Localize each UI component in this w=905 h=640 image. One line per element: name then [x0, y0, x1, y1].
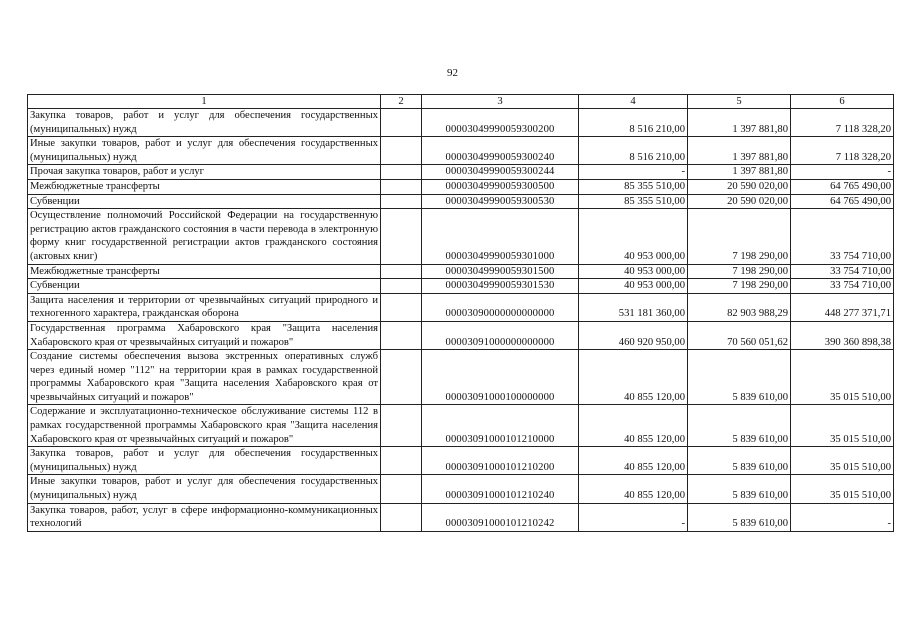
row-remainder-cell: 35 015 510,00 — [791, 350, 894, 405]
row-executed-cell: 20 590 020,00 — [688, 179, 791, 194]
row-remainder-cell: - — [791, 165, 894, 180]
row-approved-cell: 40 855 120,00 — [579, 475, 688, 503]
row-col2-cell — [381, 475, 422, 503]
table-row — [28, 209, 894, 264]
row-col2-cell — [381, 350, 422, 405]
row-code-cell: 00003049990059301000 — [422, 209, 579, 264]
row-approved-cell: 40 953 000,00 — [579, 264, 688, 279]
row-name-cell: Межбюджетные трансферты — [28, 179, 381, 194]
row-code-cell: 00003049990059300500 — [422, 179, 579, 194]
row-col2-cell — [381, 209, 422, 264]
column-header: 2 — [381, 95, 422, 109]
row-executed-cell: 5 839 610,00 — [688, 503, 791, 531]
row-name-cell: Закупка товаров, работ и услуг для обеспечения государственных (муниципальных) нужд — [28, 447, 381, 475]
row-approved-cell: 40 855 120,00 — [579, 447, 688, 475]
row-code-cell: 00003049990059301530 — [422, 279, 579, 294]
table-body — [28, 109, 894, 532]
row-name-cell: Прочая закупка товаров, работ и услуг — [28, 165, 381, 180]
row-approved-cell: - — [579, 503, 688, 531]
column-header: 5 — [688, 95, 791, 109]
row-code-cell: 00003091000101210242 — [422, 503, 579, 531]
table-row — [28, 475, 894, 503]
row-name-cell: Субвенции — [28, 279, 381, 294]
column-header: 1 — [28, 95, 381, 109]
row-executed-cell: 70 560 051,62 — [688, 321, 791, 349]
row-remainder-cell: 33 754 710,00 — [791, 264, 894, 279]
row-col2-cell — [381, 293, 422, 321]
row-approved-cell: 40 953 000,00 — [579, 279, 688, 294]
page-number: 92 — [447, 67, 458, 79]
row-executed-cell: 7 198 290,00 — [688, 209, 791, 264]
table-row — [28, 447, 894, 475]
table-row — [28, 165, 894, 180]
table-row — [28, 109, 894, 137]
row-approved-cell: 8 516 210,00 — [579, 137, 688, 165]
row-remainder-cell: 448 277 371,71 — [791, 293, 894, 321]
row-remainder-cell: 390 360 898,38 — [791, 321, 894, 349]
row-approved-cell: 40 855 120,00 — [579, 405, 688, 447]
row-code-cell: 00003090000000000000 — [422, 293, 579, 321]
row-name-cell: Субвенции — [28, 194, 381, 209]
table-row — [28, 405, 894, 447]
row-executed-cell: 1 397 881,80 — [688, 109, 791, 137]
table-row — [28, 279, 894, 294]
row-code-cell: 00003049990059300240 — [422, 137, 579, 165]
budget-table — [27, 94, 894, 532]
row-remainder-cell: 64 765 490,00 — [791, 194, 894, 209]
row-executed-cell: 5 839 610,00 — [688, 447, 791, 475]
row-col2-cell — [381, 405, 422, 447]
row-executed-cell: 7 198 290,00 — [688, 279, 791, 294]
row-code-cell: 00003091000000000000 — [422, 321, 579, 349]
row-executed-cell: 20 590 020,00 — [688, 194, 791, 209]
row-approved-cell: 85 355 510,00 — [579, 194, 688, 209]
row-col2-cell — [381, 137, 422, 165]
table-row — [28, 321, 894, 349]
row-code-cell: 00003049990059300200 — [422, 109, 579, 137]
row-col2-cell — [381, 447, 422, 475]
row-approved-cell: 460 920 950,00 — [579, 321, 688, 349]
table-row — [28, 264, 894, 279]
row-name-cell: Иные закупки товаров, работ и услуг для обеспечения государственных (муниципальных) нужд — [28, 137, 381, 165]
row-name-cell: Создание системы обеспечения вызова экстренных оперативных служб через единый номер "112" на территории края в рамках государственной программы Хабаровского края "Защита населения Хабаровского края от чрезвычайных ситуаций и пожаров" — [28, 350, 381, 405]
table-row — [28, 179, 894, 194]
row-remainder-cell: - — [791, 503, 894, 531]
row-code-cell: 00003049990059300244 — [422, 165, 579, 180]
row-name-cell: Закупка товаров, работ, услуг в сфере информационно-коммуникационных технологий — [28, 503, 381, 531]
row-executed-cell: 5 839 610,00 — [688, 405, 791, 447]
row-col2-cell — [381, 264, 422, 279]
table-row — [28, 137, 894, 165]
row-executed-cell: 82 903 988,29 — [688, 293, 791, 321]
row-col2-cell — [381, 165, 422, 180]
row-remainder-cell: 33 754 710,00 — [791, 209, 894, 264]
table-row — [28, 503, 894, 531]
row-name-cell: Закупка товаров, работ и услуг для обеспечения государственных (муниципальных) нужд — [28, 109, 381, 137]
row-code-cell: 00003091000101210000 — [422, 405, 579, 447]
row-col2-cell — [381, 279, 422, 294]
row-remainder-cell: 35 015 510,00 — [791, 447, 894, 475]
header-row — [28, 95, 894, 109]
row-code-cell: 00003091000101210240 — [422, 475, 579, 503]
row-col2-cell — [381, 503, 422, 531]
row-approved-cell: 8 516 210,00 — [579, 109, 688, 137]
column-header: 6 — [791, 95, 894, 109]
row-executed-cell: 5 839 610,00 — [688, 350, 791, 405]
row-code-cell: 00003049990059301500 — [422, 264, 579, 279]
row-code-cell: 00003049990059300530 — [422, 194, 579, 209]
row-name-cell: Межбюджетные трансферты — [28, 264, 381, 279]
row-col2-cell — [381, 109, 422, 137]
row-remainder-cell: 35 015 510,00 — [791, 405, 894, 447]
table-row — [28, 293, 894, 321]
row-name-cell: Содержание и эксплуатационно-техническое обслуживание системы 112 в рамках государственной программы Хабаровского края "Защита населения Хабаровского края от чрезвычайных ситуаций и пожаров" — [28, 405, 381, 447]
row-approved-cell: 40 855 120,00 — [579, 350, 688, 405]
row-approved-cell: 85 355 510,00 — [579, 179, 688, 194]
row-executed-cell: 7 198 290,00 — [688, 264, 791, 279]
row-remainder-cell: 64 765 490,00 — [791, 179, 894, 194]
column-header: 4 — [579, 95, 688, 109]
row-name-cell: Государственная программа Хабаровского края "Защита населения Хабаровского края от чрезвычайных ситуаций и пожаров" — [28, 321, 381, 349]
row-name-cell: Осуществление полномочий Российской Федерации на государственную регистрацию актов гражданского состояния в части перевода в электронную форму книг государственной регистрации актов гражданского состояния (актовых книг) — [28, 209, 381, 264]
row-executed-cell: 1 397 881,80 — [688, 165, 791, 180]
row-executed-cell: 1 397 881,80 — [688, 137, 791, 165]
row-remainder-cell: 35 015 510,00 — [791, 475, 894, 503]
table-row — [28, 350, 894, 405]
row-approved-cell: 40 953 000,00 — [579, 209, 688, 264]
table-row — [28, 194, 894, 209]
row-remainder-cell: 33 754 710,00 — [791, 279, 894, 294]
row-remainder-cell: 7 118 328,20 — [791, 109, 894, 137]
column-header: 3 — [422, 95, 579, 109]
row-name-cell: Защита населения и территории от чрезвычайных ситуаций природного и техногенного характера, гражданская оборона — [28, 293, 381, 321]
row-col2-cell — [381, 194, 422, 209]
row-name-cell: Иные закупки товаров, работ и услуг для обеспечения государственных (муниципальных) нужд — [28, 475, 381, 503]
row-col2-cell — [381, 321, 422, 349]
row-approved-cell: - — [579, 165, 688, 180]
row-code-cell: 00003091000100000000 — [422, 350, 579, 405]
row-col2-cell — [381, 179, 422, 194]
row-executed-cell: 5 839 610,00 — [688, 475, 791, 503]
row-code-cell: 00003091000101210200 — [422, 447, 579, 475]
row-approved-cell: 531 181 360,00 — [579, 293, 688, 321]
row-remainder-cell: 7 118 328,20 — [791, 137, 894, 165]
